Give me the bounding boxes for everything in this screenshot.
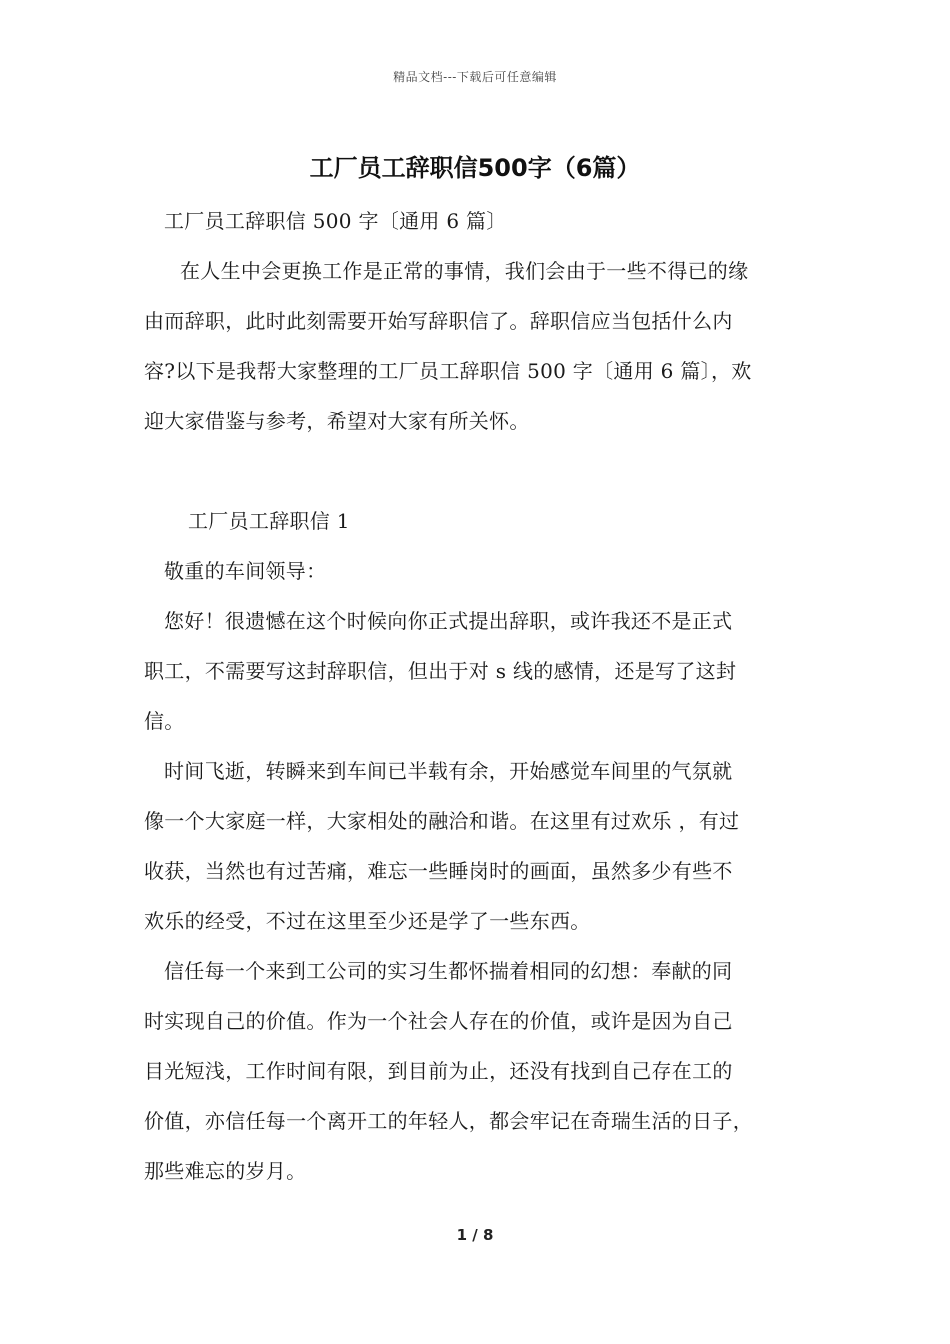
document-body [144,196,814,1196]
paragraph-line: 您好！很遗憾在这个时候向你正式提出辞职，或许我还不是正式 [164,609,733,633]
blank-line [144,446,814,496]
paragraph-line: 时实现自己的价值。作为一个社会人存在的价值，或许是因为自己 [144,1009,733,1033]
section-heading: 工厂员工辞职信 1 [188,509,350,533]
paragraph-line: 收获，当然也有过苦痛，难忘一些睡岗时的画面，虽然多少有些不 [144,859,733,883]
paragraph-line: 信。 [144,709,185,733]
paragraph-line: 目光短浅，工作时间有限，到目前为止，还没有找到自己存在工的 [144,1059,733,1083]
page-header: 精品文档---下载后可任意编辑 [393,70,557,84]
document-subtitle: 工厂员工辞职信 500 字〔通用 6 篇〕 [164,209,507,233]
paragraph-line: 像一个大家庭一样，大家相处的融洽和谐。在这里有过欢乐 ，有过 [144,809,740,833]
intro-line: 容?以下是我帮大家整理的工厂员工辞职信 500 字〔通用 6 篇〕，欢 [144,359,752,383]
page-number: 1 / 8 [456,1226,494,1244]
paragraph-line: 那些难忘的岁月。 [144,1159,307,1183]
paragraph-line: 职工，不需要写这封辞职信，但出于对 s 线的感情，还是写了这封 [144,659,737,683]
paragraph-line: 信任每一个来到工公司的实习生都怀揣着相同的幻想：奉献的同 [164,959,733,983]
document-title: 工厂员工辞职信500字（6篇） [309,154,641,182]
paragraph-line: 欢乐的经受，不过在这里至少还是学了一些东西。 [144,909,591,933]
intro-line: 在人生中会更换工作是正常的事情，我们会由于一些不得已的缘 [180,259,749,283]
intro-line: 由而辞职，此时此刻需要开始写辞职信了。辞职信应当包括什么内 [144,309,733,333]
paragraph-line: 时间飞逝，转瞬来到车间已半载有余，开始感觉车间里的气氛就 [164,759,733,783]
paragraph-line: 价值，亦信任每一个离开工的年轻人，都会牢记在奇瑞生活的日子， [144,1109,753,1133]
intro-line: 迎大家借鉴与参考，希望对大家有所关怀。 [144,409,530,433]
letter-greeting: 敬重的车间领导： [164,559,327,583]
